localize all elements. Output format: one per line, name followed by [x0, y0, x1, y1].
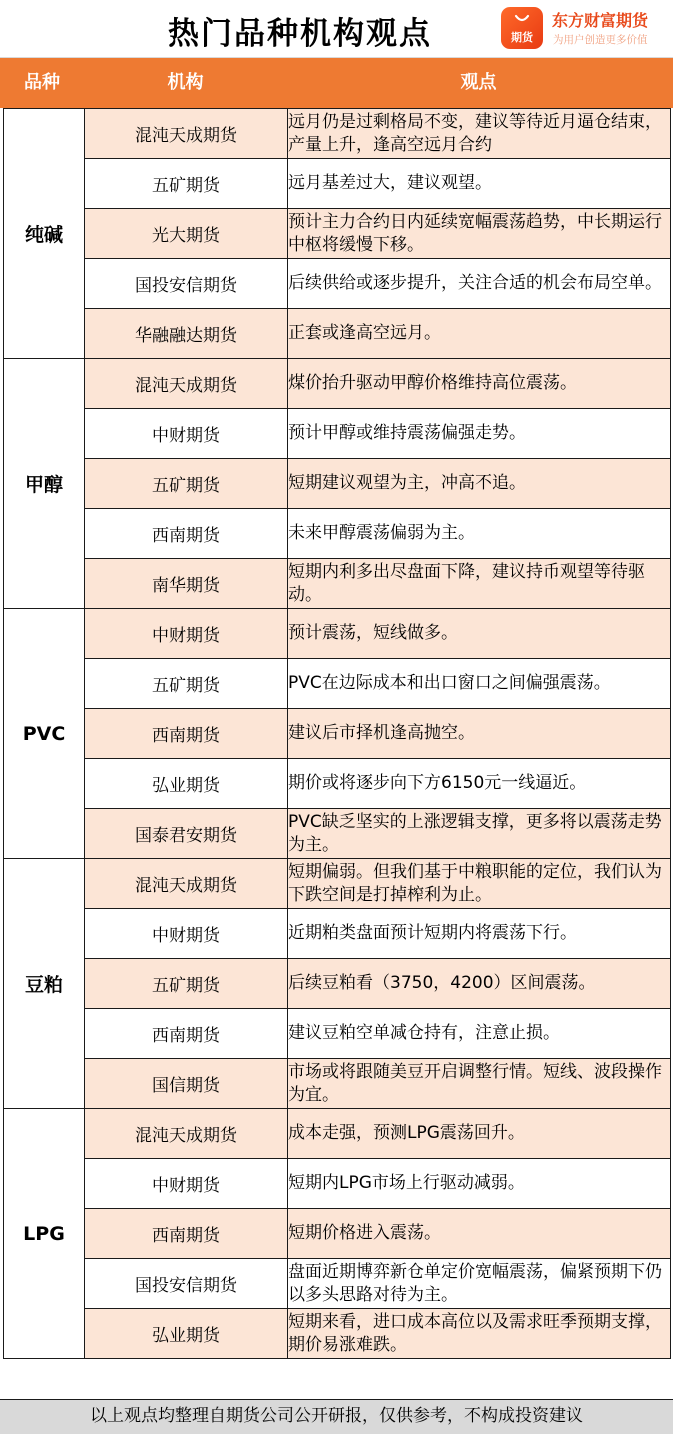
table-row — [4, 1309, 671, 1359]
title-bar — [0, 0, 673, 58]
table-row — [4, 609, 671, 659]
table-row — [4, 859, 671, 909]
institution-cell: 华融融达期货 — [85, 309, 288, 359]
opinion-cell: 盘面近期博弈新仓单定价宽幅震荡，偏紧预期下仍以多头思路对待为主。 — [288, 1259, 671, 1309]
category-cell: LPG — [4, 1109, 85, 1359]
table-row — [4, 409, 671, 459]
opinion-cell: 远月基差过大，建议观望。 — [288, 159, 671, 209]
institution-cell: 国投安信期货 — [85, 1259, 288, 1309]
brand-logo — [501, 7, 543, 49]
table-row — [4, 759, 671, 809]
category-cell: 豆粕 — [4, 859, 85, 1109]
institution-cell: 中财期货 — [85, 1159, 288, 1209]
opinion-cell: 市场或将跟随美豆开启调整行情。短线、波段操作为宜。 — [288, 1059, 671, 1109]
table-row — [4, 109, 671, 159]
opinion-cell: 短期内利多出尽盘面下降，建议持币观望等待驱动。 — [288, 559, 671, 609]
table-row — [4, 459, 671, 509]
table-row — [4, 1209, 671, 1259]
table-row — [4, 1259, 671, 1309]
opinion-cell: 后续供给或逐步提升，关注合适的机会布局空单。 — [288, 259, 671, 309]
institution-cell: 西南期货 — [85, 1009, 288, 1059]
institution-cell: 光大期货 — [85, 209, 288, 259]
table-row — [4, 209, 671, 259]
column-header-institution: 机构 — [167, 72, 204, 93]
brand-slogan: 为用户创造更多价值 — [553, 34, 648, 46]
opinion-cell: 远月仍是过剩格局不变，建议等待近月逼仓结束，产量上升，逢高空远月合约 — [288, 109, 671, 159]
opinion-cell: 成本走强，预测LPG震荡回升。 — [288, 1109, 671, 1159]
institution-cell: 混沌天成期货 — [85, 1109, 288, 1159]
institution-cell: 西南期货 — [85, 709, 288, 759]
institution-cell: 西南期货 — [85, 509, 288, 559]
institution-cell: 五矿期货 — [85, 159, 288, 209]
table-row — [4, 159, 671, 209]
category-cell: 纯碱 — [4, 109, 85, 359]
page-title: 热门品种机构观点 — [168, 16, 432, 52]
column-header-category: 品种 — [24, 72, 60, 93]
table-row — [4, 1109, 671, 1159]
table-row — [4, 1159, 671, 1209]
table-row — [4, 659, 671, 709]
opinion-cell: 后续豆粕看（3750，4200）区间震荡。 — [288, 959, 671, 1009]
opinion-cell: PVC在边际成本和出口窗口之间偏强震荡。 — [288, 659, 671, 709]
institution-cell: 国投安信期货 — [85, 259, 288, 309]
opinion-cell: 建议豆粕空单减仓持有，注意止损。 — [288, 1009, 671, 1059]
opinion-cell: 短期来看，进口成本高位以及需求旺季预期支撑，期价易涨难跌。 — [288, 1309, 671, 1359]
smile-icon — [514, 13, 530, 25]
logo-text: 期货 — [511, 31, 533, 44]
institution-cell: 国信期货 — [85, 1059, 288, 1109]
opinion-cell: 短期偏弱。但我们基于中粮职能的定位，我们认为下跌空间是打掉榨利为止。 — [288, 859, 671, 909]
table-row — [4, 1059, 671, 1109]
opinion-cell: 建议后市择机逢高抛空。 — [288, 709, 671, 759]
institution-cell: 混沌天成期货 — [85, 859, 288, 909]
institution-cell: 混沌天成期货 — [85, 109, 288, 159]
institution-cell: 弘业期货 — [85, 1309, 288, 1359]
opinion-cell: PVC缺乏坚实的上涨逻辑支撑，更多将以震荡走势为主。 — [288, 809, 671, 859]
table-row — [4, 559, 671, 609]
column-header-row — [0, 58, 673, 108]
table-row — [4, 809, 671, 859]
table-row — [4, 1009, 671, 1059]
opinion-cell: 预计主力合约日内延续宽幅震荡趋势，中长期运行中枢将缓慢下移。 — [288, 209, 671, 259]
table-row — [4, 309, 671, 359]
table-row — [4, 909, 671, 959]
opinion-table — [3, 108, 671, 1359]
table-row — [4, 259, 671, 309]
table-row — [4, 359, 671, 409]
opinion-cell: 期价或将逐步向下方6150元一线逼近。 — [288, 759, 671, 809]
column-header-opinion: 观点 — [460, 72, 497, 93]
table-row — [4, 509, 671, 559]
institution-cell: 中财期货 — [85, 409, 288, 459]
opinion-cell: 未来甲醇震荡偏弱为主。 — [288, 509, 671, 559]
opinion-cell: 短期建议观望为主，冲高不追。 — [288, 459, 671, 509]
institution-cell: 国泰君安期货 — [85, 809, 288, 859]
institution-cell: 混沌天成期货 — [85, 359, 288, 409]
institution-cell: 南华期货 — [85, 559, 288, 609]
opinion-cell: 近期粕类盘面预计短期内将震荡下行。 — [288, 909, 671, 959]
institution-cell: 五矿期货 — [85, 659, 288, 709]
table-row — [4, 959, 671, 1009]
opinion-cell: 预计震荡，短线做多。 — [288, 609, 671, 659]
brand-name: 东方财富期货 — [552, 11, 649, 30]
opinion-cell: 短期价格进入震荡。 — [288, 1209, 671, 1259]
opinion-cell: 短期内LPG市场上行驱动减弱。 — [288, 1159, 671, 1209]
institution-cell: 五矿期货 — [85, 959, 288, 1009]
opinion-cell: 正套或逢高空远月。 — [288, 309, 671, 359]
disclaimer-footer: 以上观点均整理自期货公司公开研报，仅供参考，不构成投资建议 — [0, 1399, 673, 1434]
institution-cell: 西南期货 — [85, 1209, 288, 1259]
category-cell: 甲醇 — [4, 359, 85, 609]
category-cell: PVC — [4, 609, 85, 859]
opinion-cell: 煤价抬升驱动甲醇价格维持高位震荡。 — [288, 359, 671, 409]
institution-cell: 弘业期货 — [85, 759, 288, 809]
institution-cell: 五矿期货 — [85, 459, 288, 509]
table-row — [4, 709, 671, 759]
opinion-cell: 预计甲醇或维持震荡偏强走势。 — [288, 409, 671, 459]
institution-cell: 中财期货 — [85, 909, 288, 959]
institution-cell: 中财期货 — [85, 609, 288, 659]
